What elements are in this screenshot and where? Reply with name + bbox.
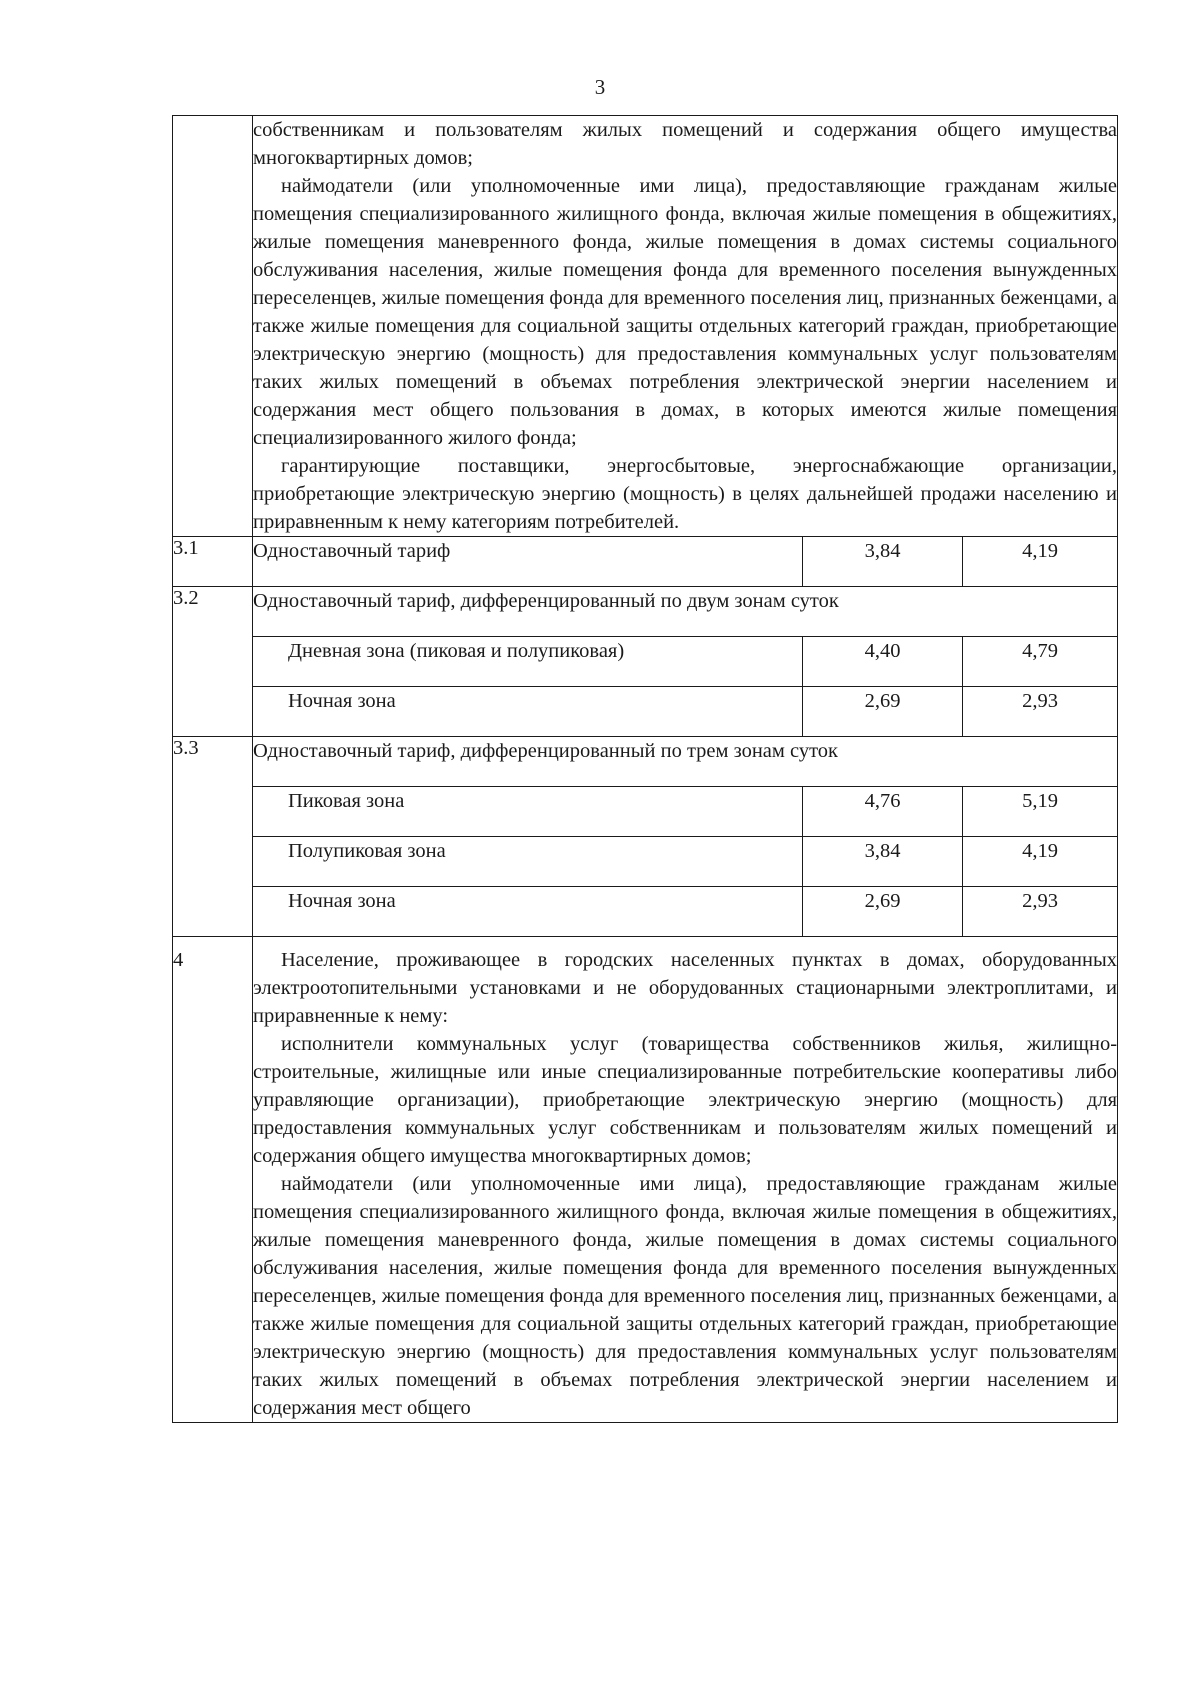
tariff-value-1: 3,84 xyxy=(803,537,963,587)
tariff-label: Одноставочный тариф xyxy=(253,537,803,587)
paragraph: собственникам и пользователям жилых помещений и содержания общего имущества многоквартирных домов; xyxy=(253,119,1118,169)
paragraph: гарантирующие поставщики, энергосбытовые, энергоснабжающие организации, приобретающие электрическую энергию (мощность) в целях дальнейшей продажи населению и приравненным к нему категориям потребителей. xyxy=(253,455,1118,533)
table-row-4 xyxy=(173,937,1118,1423)
paragraph: исполнители коммунальных услуг (товарищества собственников жилья, жилищно-строительные, жилищные или иные специализированные потребительские кооперативы либо управляющие организации), приобретающие электрическую энергию (мощность) для предоставления коммунальных услуг собственникам и пользователям жилых помещений и содержания общего имущества многоквартирных домов; xyxy=(253,1033,1118,1167)
table-row-3-3 xyxy=(173,737,1118,787)
row-number: 3.3 xyxy=(173,737,253,937)
page-number: 3 xyxy=(594,75,606,99)
paragraph: наймодатели (или уполномоченные ими лица), предоставляющие гражданам жилые помещения специализированного жилищного фонда, включая жилые помещения в общежитиях, жилые помещения маневренного фонда, жилые помещения в домах системы социального обслуживания населения, жилые помещения фонда для временного поселения вынужденных переселенцев, жилые помещения фонда для временного поселения лиц, признанных беженцами, а также жилые помещения для социальной защиты отдельных категорий граждан, приобретающие электрическую энергию (мощность) для предоставления коммунальных услуг пользователям таких жилых помещений в объемах потребления электрической энергии населением и содержания мест общего xyxy=(253,1173,1118,1419)
tariff-value-1: 3,84 xyxy=(803,837,963,887)
tariff-value-2: 5,19 xyxy=(963,787,1118,837)
table-row-zone xyxy=(173,687,1118,737)
tariff-label: Одноставочный тариф, дифференцированный по трем зонам суток xyxy=(253,737,1118,787)
tariff-value-1: 4,76 xyxy=(803,787,963,837)
table-row-3-1 xyxy=(173,537,1118,587)
row-number-empty xyxy=(173,116,253,537)
tariff-value-2: 2,93 xyxy=(963,687,1118,737)
row-number: 3.2 xyxy=(173,587,253,737)
row-number: 4 xyxy=(173,937,253,1423)
consumer-description xyxy=(253,937,1118,1423)
tariff-value-1: 4,40 xyxy=(803,637,963,687)
consumer-description xyxy=(253,116,1118,537)
tariff-value-2: 2,93 xyxy=(963,887,1118,937)
tariff-value-2: 4,19 xyxy=(963,837,1118,887)
zone-label: Ночная зона xyxy=(253,687,803,737)
paragraph: Население, проживающее в городских населенных пунктах в домах, оборудованных электроотопительными установками и не оборудованных стационарными электроплитами, и приравненные к нему: xyxy=(253,949,1118,1027)
tariff-value-1: 2,69 xyxy=(803,687,963,737)
zone-label: Полупиковая зона xyxy=(253,837,803,887)
row-number: 3.1 xyxy=(173,537,253,587)
table-row-zone xyxy=(173,787,1118,837)
zone-label: Дневная зона (пиковая и полупиковая) xyxy=(253,637,803,687)
tariff-value-2: 4,79 xyxy=(963,637,1118,687)
table-row-continuation xyxy=(173,116,1118,537)
paragraph: наймодатели (или уполномоченные ими лица), предоставляющие гражданам жилые помещения специализированного жилищного фонда, включая жилые помещения в общежитиях, жилые помещения маневренного фонда, жилые помещения в домах системы социального обслуживания населения, жилые помещения фонда для временного поселения вынужденных переселенцев, жилые помещения фонда для временного поселения лиц, признанных беженцами, а также жилые помещения для социальной защиты отдельных категорий граждан, приобретающие электрическую энергию (мощность) для предоставления коммунальных услуг пользователям таких жилых помещений в объемах потребления электрической энергии населением и содержания мест общего пользования в домах, в которых имеются жилые помещения специализированного жилого фонда; xyxy=(253,175,1118,449)
tariff-table xyxy=(172,115,1118,1423)
tariff-label: Одноставочный тариф, дифференцированный по двум зонам суток xyxy=(253,587,1118,637)
table-row-zone xyxy=(173,637,1118,687)
zone-label: Ночная зона xyxy=(253,887,803,937)
tariff-value-1: 2,69 xyxy=(803,887,963,937)
table-row-zone xyxy=(173,837,1118,887)
tariff-value-2: 4,19 xyxy=(963,537,1118,587)
zone-label: Пиковая зона xyxy=(253,787,803,837)
table-row-3-2 xyxy=(173,587,1118,637)
table-row-zone xyxy=(173,887,1118,937)
